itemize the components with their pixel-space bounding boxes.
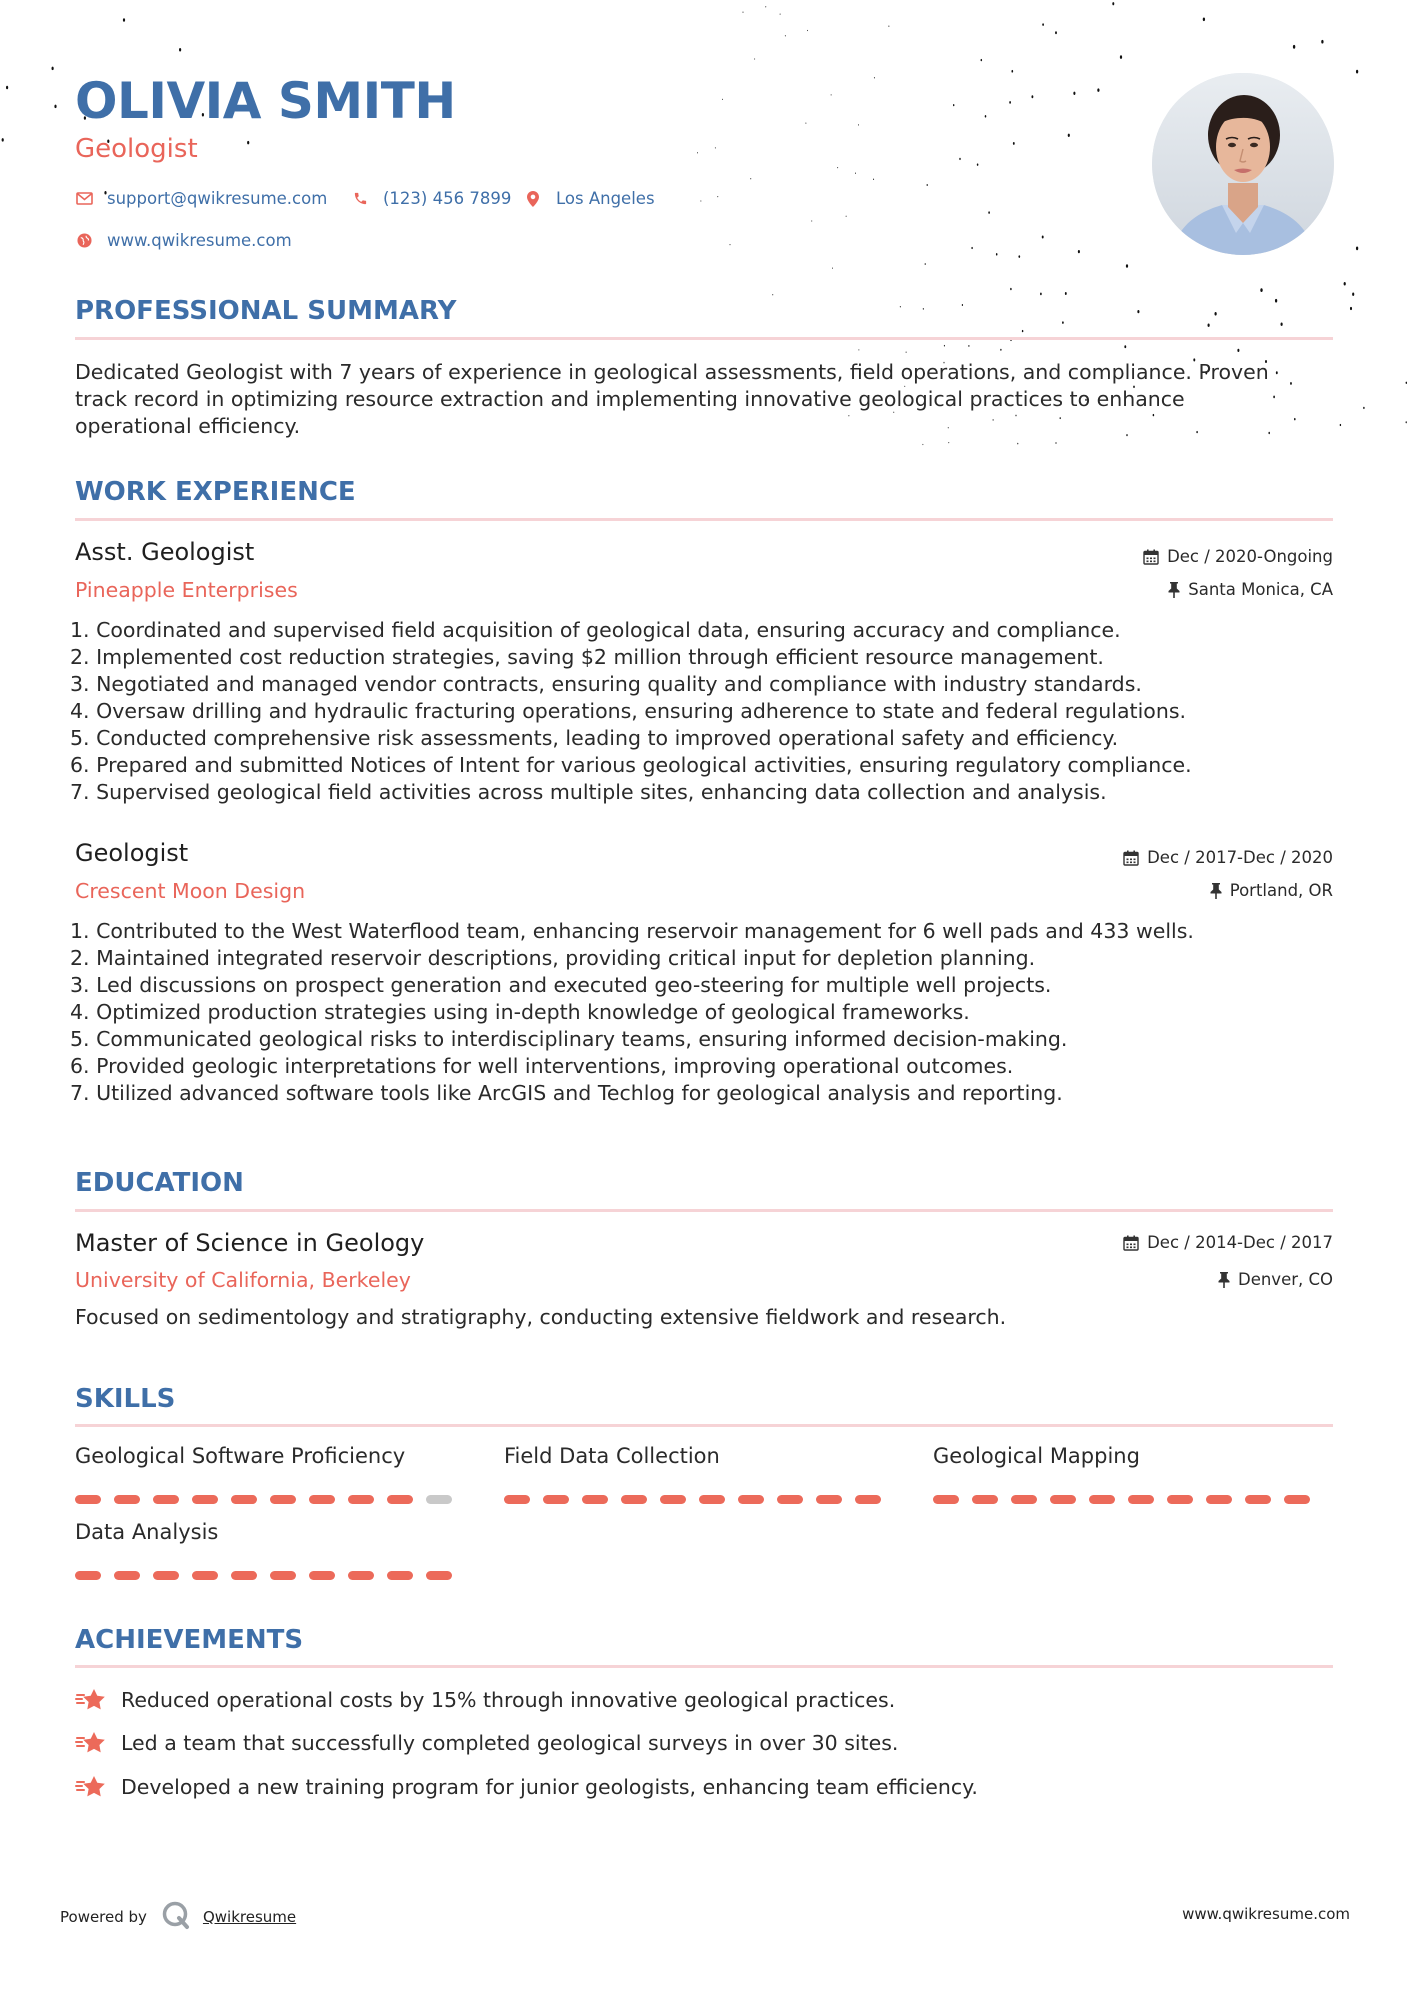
- skill-segment-filled: [114, 1571, 140, 1580]
- summary-heading: PROFESSIONAL SUMMARY: [75, 296, 457, 326]
- pushpin-icon: [1168, 582, 1180, 598]
- skill-rating-bar: [75, 1495, 455, 1504]
- skill-segment-filled: [777, 1495, 803, 1504]
- contact-website[interactable]: [75, 231, 292, 250]
- list-item: 1. Contributed to the West Waterflood team, enhancing reservoir management for 6 well pads and 433 wells.: [70, 919, 1194, 943]
- list-item: 3. Negotiated and managed vendor contracts, ensuring quality and compliance with industry standards.: [70, 672, 1142, 696]
- location-text: Los Angeles: [556, 189, 655, 208]
- skill-label: Geological Mapping: [933, 1444, 1140, 1468]
- list-item: 2. Maintained integrated reservoir descriptions, providing critical input for depletion planning.: [70, 946, 1036, 970]
- skill-segment-filled: [309, 1571, 335, 1580]
- list-item: 5. Communicated geological risks to interdisciplinary teams, ensuring informed decision-making.: [70, 1027, 1068, 1051]
- skill-segment-filled: [153, 1571, 179, 1580]
- envelope-icon: [75, 190, 93, 208]
- skill-label: Geological Software Proficiency: [75, 1444, 406, 1468]
- list-item: 3. Led discussions on prospect generation and executed geo-steering for multiple well projects.: [70, 973, 1052, 997]
- job-dates-text: Dec / 2017-Dec / 2020: [1147, 848, 1333, 867]
- map-pin-icon: [524, 190, 542, 208]
- summary-line: track record in optimizing resource extraction and implementing innovative geological practices to enhance: [75, 387, 1185, 411]
- skill-segment-filled: [582, 1495, 608, 1504]
- skill-segment-filled: [270, 1495, 296, 1504]
- skills-divider: [75, 1424, 1333, 1427]
- profile-photo: [1152, 73, 1334, 255]
- skill-segment-filled: [660, 1495, 686, 1504]
- job-dates: [1123, 848, 1333, 867]
- education-dates: [1123, 1233, 1333, 1252]
- list-item: 7. Supervised geological field activities across multiple sites, enhancing data collection and analysis.: [70, 780, 1107, 804]
- skill-segment-filled: [816, 1495, 842, 1504]
- qwikresume-link[interactable]: Qwikresume: [202, 1908, 297, 1926]
- list-item: 7. Utilized advanced software tools like ArcGIS and Techlog for geological analysis and reporting.: [70, 1081, 1063, 1105]
- calendar-icon: [1123, 850, 1139, 866]
- star-icon: [75, 1687, 107, 1713]
- summary-line: Dedicated Geologist with 7 years of experience in geological assessments, field operations, and compliance. Proven: [75, 360, 1269, 384]
- phone-text: (123) 456 7899: [383, 189, 512, 208]
- job-bullets: [70, 918, 1333, 1107]
- skill-segment-filled: [114, 1495, 140, 1504]
- achievement-text: Reduced operational costs by 15% through innovative geological practices.: [121, 1688, 896, 1712]
- achievements-heading: ACHIEVEMENTS: [75, 1625, 304, 1655]
- skill-segment-filled: [231, 1571, 257, 1580]
- education-description: Focused on sedimentology and stratigraphy, conducting extensive fieldwork and research.: [75, 1305, 1007, 1329]
- skill-item: [504, 1444, 884, 1504]
- skill-segment-filled: [504, 1495, 530, 1504]
- calendar-icon: [1143, 549, 1159, 565]
- star-icon: [75, 1730, 107, 1756]
- skill-rating-bar: [933, 1495, 1313, 1504]
- skill-segment-filled: [309, 1495, 335, 1504]
- achievement-text: Led a team that successfully completed geological surveys in over 30 sites.: [121, 1731, 899, 1755]
- skill-segment-filled: [1011, 1495, 1037, 1504]
- skill-segment-filled: [426, 1571, 452, 1580]
- skill-segment-filled: [192, 1571, 218, 1580]
- qwikresume-logo-icon: [161, 1900, 191, 1934]
- company-name: Pineapple Enterprises: [75, 578, 298, 602]
- skill-label: Field Data Collection: [504, 1444, 720, 1468]
- skill-segment-empty: [426, 1495, 452, 1504]
- website-text: www.qwikresume.com: [107, 231, 292, 250]
- education-dates-text: Dec / 2014-Dec / 2017: [1147, 1233, 1333, 1252]
- skill-segment-filled: [1245, 1495, 1271, 1504]
- experience-divider: [75, 518, 1333, 521]
- skill-item: [933, 1444, 1313, 1504]
- job-bullets: [70, 617, 1333, 806]
- phone-icon: [351, 190, 369, 208]
- skill-label: Data Analysis: [75, 1520, 219, 1544]
- school-name: University of California, Berkeley: [75, 1268, 411, 1292]
- job-dates-text: Dec / 2020-Ongoing: [1167, 547, 1333, 566]
- skill-segment-filled: [348, 1495, 374, 1504]
- job-title: Geologist: [75, 839, 189, 867]
- degree-title: Master of Science in Geology: [75, 1229, 425, 1257]
- job-location-text: Santa Monica, CA: [1188, 580, 1333, 599]
- achievement-item: [75, 1687, 1333, 1713]
- skill-segment-filled: [231, 1495, 257, 1504]
- skill-segment-filled: [621, 1495, 647, 1504]
- education-location: [1218, 1270, 1333, 1289]
- skill-segment-filled: [543, 1495, 569, 1504]
- skill-segment-filled: [270, 1571, 296, 1580]
- skill-segment-filled: [738, 1495, 764, 1504]
- contact-phone[interactable]: [351, 189, 511, 208]
- skill-segment-filled: [972, 1495, 998, 1504]
- footer-website[interactable]: www.qwikresume.com: [1182, 1905, 1350, 1923]
- pushpin-icon: [1210, 883, 1222, 899]
- achievements-divider: [75, 1665, 1333, 1668]
- job-dates: [1143, 547, 1333, 566]
- list-item: 4. Oversaw drilling and hydraulic fracturing operations, ensuring adherence to state and federal regulations.: [70, 699, 1187, 723]
- skill-segment-filled: [153, 1495, 179, 1504]
- summary-divider: [75, 337, 1333, 340]
- skill-segment-filled: [1284, 1495, 1310, 1504]
- job-location: [1210, 881, 1333, 900]
- footer-powered-by: [60, 1900, 296, 1934]
- job-title: Asst. Geologist: [75, 538, 255, 566]
- list-item: 6. Provided geologic interpretations for well interventions, improving operational outcomes.: [70, 1054, 1014, 1078]
- summary-line: operational efficiency.: [75, 414, 301, 438]
- list-item: 4. Optimized production strategies using in-depth knowledge of geological frameworks.: [70, 1000, 970, 1024]
- candidate-name: OLIVIA SMITH: [75, 72, 456, 130]
- skill-segment-filled: [1167, 1495, 1193, 1504]
- skill-segment-filled: [387, 1495, 413, 1504]
- skill-item: [75, 1520, 455, 1580]
- skill-segment-filled: [192, 1495, 218, 1504]
- skill-segment-filled: [933, 1495, 959, 1504]
- skill-segment-filled: [75, 1571, 101, 1580]
- pushpin-icon: [1218, 1272, 1230, 1288]
- experience-heading: WORK EXPERIENCE: [75, 477, 356, 507]
- skill-item: [75, 1444, 455, 1504]
- list-item: 2. Implemented cost reduction strategies, saving $2 million through efficient resource management.: [70, 645, 1104, 669]
- achievement-item: [75, 1774, 1333, 1800]
- skill-rating-bar: [75, 1571, 455, 1580]
- globe-icon: [75, 232, 93, 250]
- contact-email[interactable]: [75, 189, 327, 208]
- achievement-text: Developed a new training program for junior geologists, enhancing team efficiency.: [121, 1775, 978, 1799]
- skill-rating-bar: [504, 1495, 884, 1504]
- skill-segment-filled: [699, 1495, 725, 1504]
- contact-location: [524, 189, 655, 208]
- job-location: [1168, 580, 1333, 599]
- powered-by-label: Powered by: [60, 1908, 147, 1926]
- skill-segment-filled: [1206, 1495, 1232, 1504]
- skill-segment-filled: [855, 1495, 881, 1504]
- education-heading: EDUCATION: [75, 1168, 244, 1198]
- skill-segment-filled: [1050, 1495, 1076, 1504]
- list-item: 5. Conducted comprehensive risk assessments, leading to improved operational safety and efficiency.: [70, 726, 1119, 750]
- job-location-text: Portland, OR: [1229, 881, 1333, 900]
- summary-text: [75, 359, 1333, 440]
- skill-segment-filled: [348, 1571, 374, 1580]
- skill-segment-filled: [1128, 1495, 1154, 1504]
- education-divider: [75, 1209, 1333, 1212]
- achievement-item: [75, 1730, 1333, 1756]
- list-item: 1. Coordinated and supervised field acquisition of geological data, ensuring accuracy and compliance.: [70, 618, 1121, 642]
- star-icon: [75, 1774, 107, 1800]
- list-item: 6. Prepared and submitted Notices of Intent for various geological activities, ensuring regulatory compliance.: [70, 753, 1192, 777]
- skill-segment-filled: [1089, 1495, 1115, 1504]
- skill-segment-filled: [75, 1495, 101, 1504]
- calendar-icon: [1123, 1235, 1139, 1251]
- candidate-title: Geologist: [75, 134, 198, 164]
- skill-segment-filled: [387, 1571, 413, 1580]
- email-text: support@qwikresume.com: [107, 189, 328, 208]
- education-location-text: Denver, CO: [1237, 1270, 1333, 1289]
- skills-heading: SKILLS: [75, 1384, 176, 1414]
- company-name: Crescent Moon Design: [75, 879, 306, 903]
